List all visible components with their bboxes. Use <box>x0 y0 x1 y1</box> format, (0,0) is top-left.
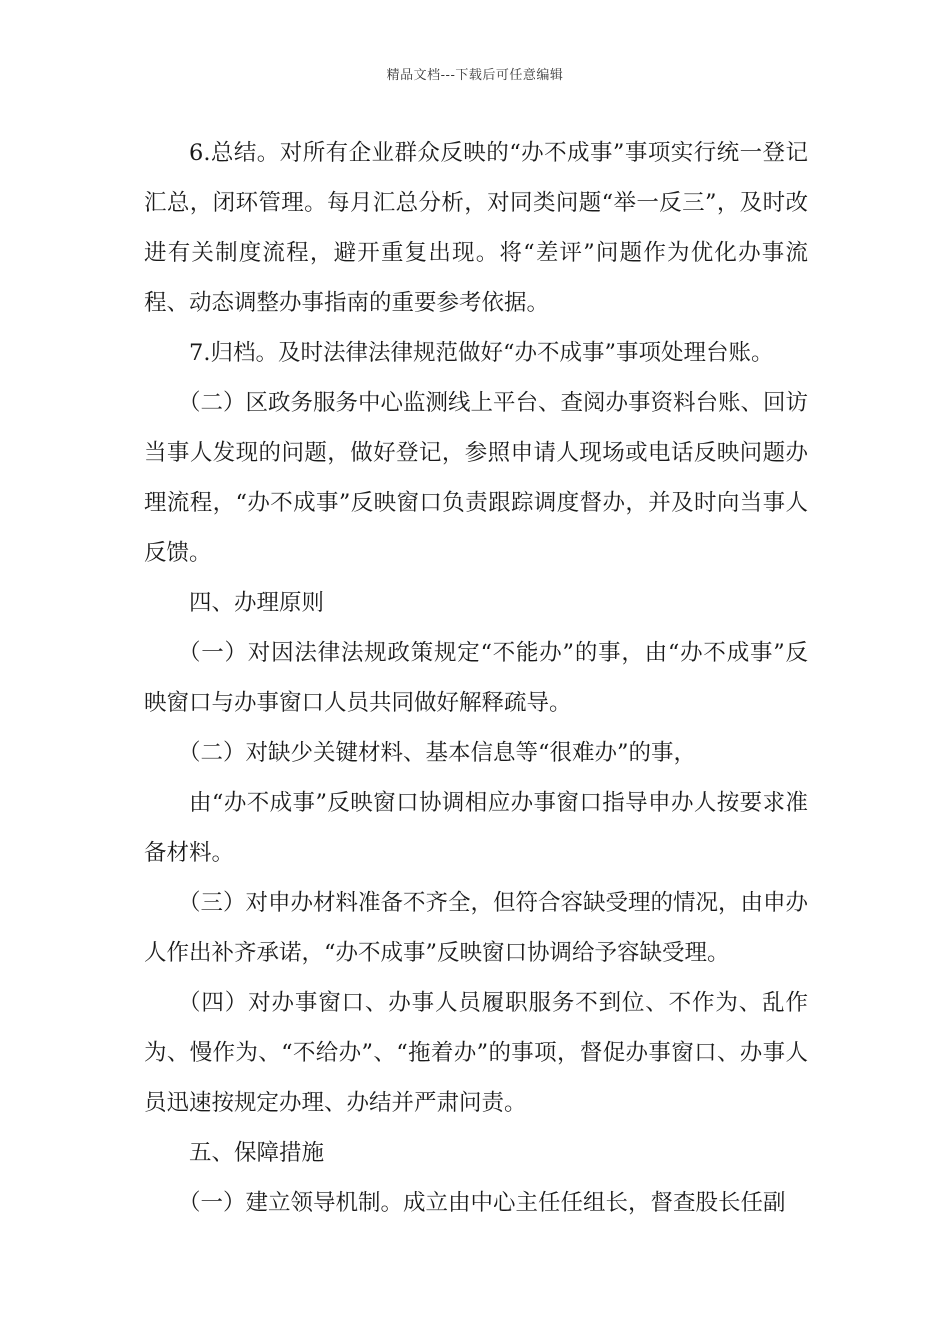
paragraph-archive: 7.归档。及时法律法律规范做好“办不成事”事项处理台账。 <box>189 340 774 366</box>
paragraph-principle-4: （四）对办事窗口、办事人员履职服务不到位、不作为、乱作为、慢作为、“不给办”、“拖着办”的事项，督促办事窗口、办事人员迅速按规定办理、办结并严肃问责。 <box>144 990 808 1116</box>
paragraph-principle-3: （三）对申办材料准备不齐全，但符合容缺受理的情况，由申办人作出补齐承诺，“办不成事”反映窗口协调给予容缺受理。 <box>144 890 809 966</box>
paragraph-safeguard-1: （一）建立领导机制。成立由中心主任任组长，督查股长任副 <box>178 1190 786 1216</box>
section-heading-safeguards: 五、保障措施 <box>189 1140 325 1166</box>
paragraph-principle-2: （二）对缺少关键材料、基本信息等“很难办”的事， <box>178 740 697 766</box>
section-heading-principles: 四、办理原则 <box>189 590 325 616</box>
paragraph-principle-1: （一）对因法律法规政策规定“不能办”的事，由“办不成事”反映窗口与办事窗口人员共同做好解释疏导。 <box>144 640 808 716</box>
page-header: 精品文档---下载后可任意编辑 <box>386 68 564 83</box>
paragraph-summary: 6.总结。对所有企业群众反映的“办不成事”事项实行统一登记汇总，闭环管理。每月汇总分析，对同类问题“举一反三”，及时改进有关制度流程，避开重复出现。将“差评”问题作为优化办事流程、动态调整办事指南的重要参考依据。 <box>144 140 808 316</box>
paragraph-monitoring: （二）区政务服务中心监测线上平台、查阅办事资料台账、回访当事人发现的问题，做好登记，参照申请人现场或电话反映问题办理流程，“办不成事”反映窗口负责跟踪调度督办，并及时向当事人反馈。 <box>144 390 809 566</box>
document-body <box>144 128 808 1228</box>
paragraph-principle-2-cont: 由“办不成事”反映窗口协调相应办事窗口指导申办人按要求准备材料。 <box>144 790 808 866</box>
